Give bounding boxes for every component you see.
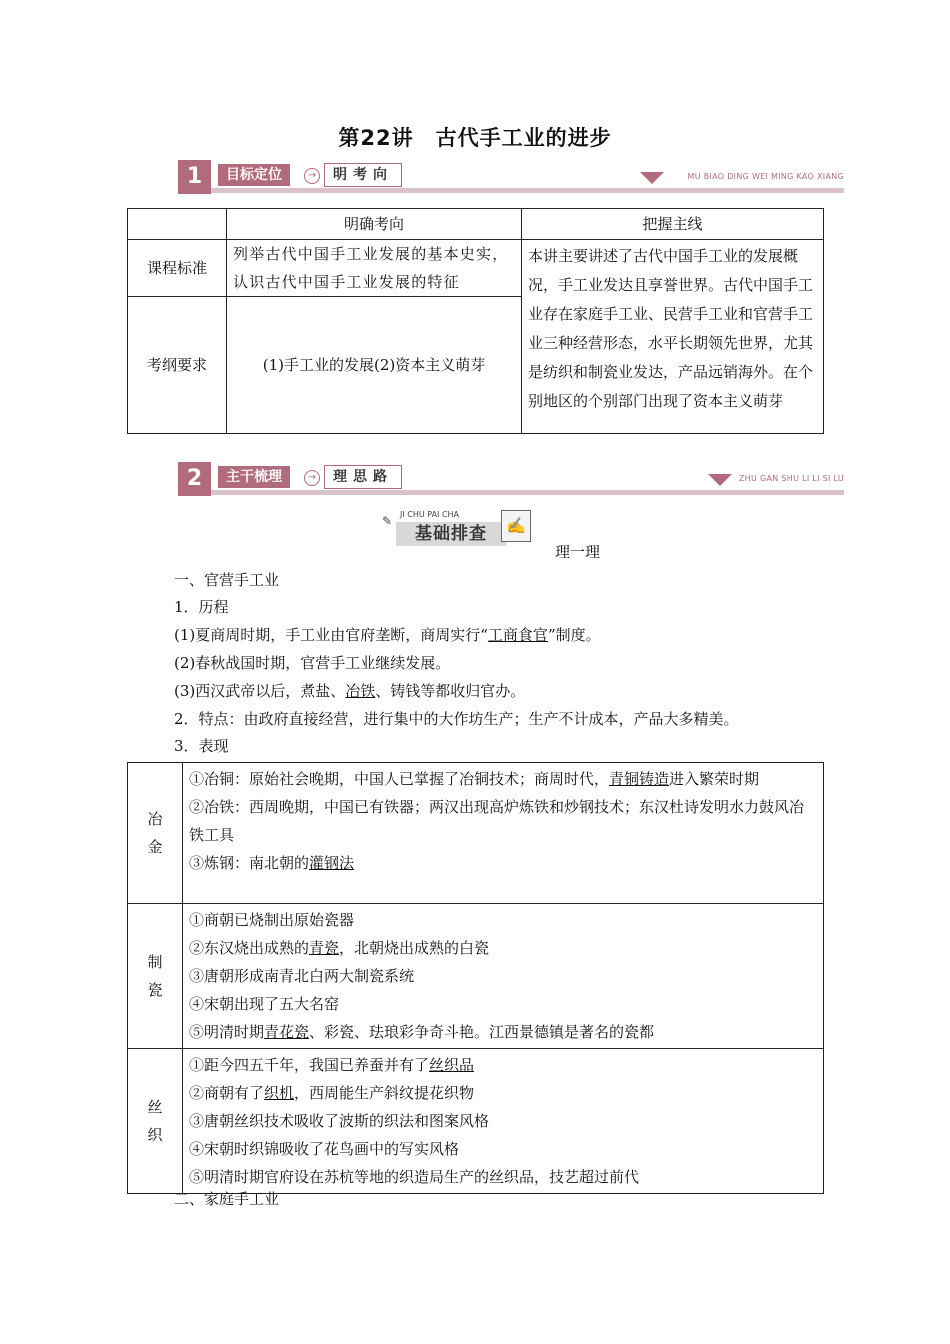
triangle-icon bbox=[708, 474, 732, 486]
page-title: 第22讲 古代手工业的进步 bbox=[338, 126, 612, 150]
section-number: 2 bbox=[178, 462, 211, 496]
badge-caption: 理一理 bbox=[555, 543, 601, 561]
section-english: ZHU GAN SHU LI LI SI LU bbox=[738, 474, 844, 483]
row-label-syllabus: 考纲要求 bbox=[128, 297, 227, 434]
badge-pinyin: JI CHU PAI CHA bbox=[400, 510, 460, 519]
history-line-3: (3)西汉武帝以后，煮盐、冶铁、铸钱等都收归官办。 bbox=[174, 682, 526, 700]
porcelain-item: ②东汉烧出成熟的青瓷，北朝烧出成熟的白瓷 bbox=[189, 939, 490, 957]
row-label-standard: 课程标准 bbox=[128, 240, 227, 297]
table-header-direction: 明确考向 bbox=[227, 209, 522, 240]
heading-official: 一、官营手工业 bbox=[174, 571, 280, 589]
section-english: MU BIAO DING WEI MING KAO XIANG bbox=[687, 172, 844, 181]
banner-line bbox=[211, 188, 844, 193]
section-number: 1 bbox=[178, 160, 211, 194]
porcelain-item: ③唐朝形成南青北白两大制瓷系统 bbox=[189, 967, 415, 985]
heading-household: 二、家庭手工业 bbox=[174, 1190, 280, 1208]
banner-line bbox=[211, 490, 844, 495]
objectives-table bbox=[127, 208, 824, 434]
history-line-2: (2)春秋战国时期，官营手工业继续发展。 bbox=[174, 654, 451, 672]
section-subtitle: 理思路 bbox=[324, 465, 402, 489]
section-subtitle: 明考向 bbox=[324, 163, 402, 187]
section-banner-1 bbox=[178, 160, 844, 194]
section-tag: 目标定位 bbox=[218, 164, 290, 186]
category-metallurgy: 冶 金 bbox=[128, 763, 183, 904]
heading-history: 1．历程 bbox=[174, 598, 229, 616]
metallurgy-item: ①冶铜：原始社会晚期，中国人已掌握了冶铜技术；商周时代，青铜铸造进入繁荣时期 bbox=[189, 770, 760, 788]
silk-item: ①距今四五千年，我国已养蚕并有了丝织品 bbox=[189, 1056, 475, 1074]
notepad-icon: ✍ bbox=[501, 510, 531, 542]
table-header-empty bbox=[128, 209, 227, 240]
section-tag: 主干梳理 bbox=[218, 466, 290, 488]
row-text-standard: 列举古代中国手工业发展的基本史实，认识古代中国手工业发展的特征 bbox=[227, 240, 522, 297]
arrow-circle-icon: → bbox=[304, 470, 320, 486]
clip-icon: ✎ bbox=[382, 514, 393, 528]
table-header-mainline: 把握主线 bbox=[522, 209, 824, 240]
category-silk: 丝 织 bbox=[128, 1049, 183, 1194]
silk-content bbox=[183, 1049, 824, 1194]
silk-item: ②商朝有了织机，西周能生产斜纹提花织物 bbox=[189, 1084, 475, 1102]
silk-item: ⑤明清时期官府设在苏杭等地的织造局生产的丝织品，技艺超过前代 bbox=[189, 1168, 640, 1186]
metallurgy-content bbox=[183, 763, 824, 904]
arrow-circle-icon: → bbox=[304, 168, 320, 184]
metallurgy-item: ③炼钢：南北朝的灌钢法 bbox=[189, 854, 355, 872]
performance-heading: 3．表现 bbox=[174, 737, 229, 755]
porcelain-item: ④宋朝出现了五大名窑 bbox=[189, 995, 340, 1013]
silk-item: ③唐朝丝织技术吸收了波斯的织法和图案风格 bbox=[189, 1112, 490, 1130]
category-porcelain: 制 瓷 bbox=[128, 904, 183, 1049]
badge-label: 基础排查 bbox=[396, 522, 506, 546]
features-line: 2．特点：由政府直接经营，进行集中的大作坊生产；生产不计成本，产品大多精美。 bbox=[174, 710, 739, 728]
porcelain-content bbox=[183, 904, 824, 1049]
row-text-syllabus: (1)手工业的发展(2)资本主义萌芽 bbox=[227, 297, 522, 434]
porcelain-item: ①商朝已烧制出原始瓷器 bbox=[189, 911, 355, 929]
porcelain-item: ⑤明清时期青花瓷、彩瓷、珐琅彩争奇斗艳。江西景德镇是著名的瓷都 bbox=[189, 1023, 655, 1041]
history-line-1: (1)夏商周时期，手工业由官府垄断，商周实行“工商食官”制度。 bbox=[174, 626, 601, 644]
section-banner-2 bbox=[178, 462, 844, 496]
silk-item: ④宋朝时织锦吸收了花鸟画中的写实风格 bbox=[189, 1140, 460, 1158]
mainline-text: 本讲主要讲述了古代中国手工业的发展概况，手工业发达且享誉世界。古代中国手工业存在家庭手工业、民营手工业和官营手工业三种经营形态，水平长期领先世界，尤其是纺织和制瓷业发达，产品远销海外。在个别地区的个别部门出现了资本主义萌芽 bbox=[522, 240, 824, 434]
metallurgy-item: ②冶铁：西周晚期，中国已有铁器；两汉出现高炉炼铁和炒钢技术；东汉杜诗发明水力鼓风冶铁工具 bbox=[189, 798, 805, 844]
basic-check-badge bbox=[378, 508, 533, 548]
triangle-icon bbox=[640, 172, 664, 184]
industries-table bbox=[127, 762, 824, 1194]
